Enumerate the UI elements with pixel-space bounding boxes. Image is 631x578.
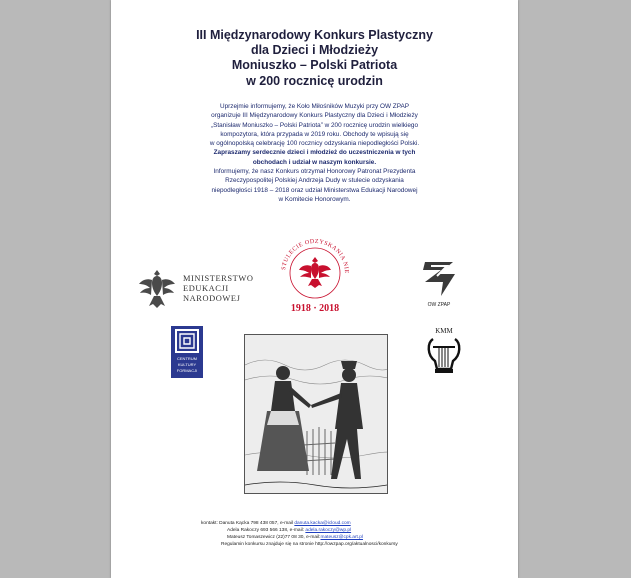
- title-line: III Międzynarodowy Konkurs Plastyczny: [196, 28, 433, 42]
- text-line: organizuje III Międzynarodowy Konkurs Plastyczny dla Dzieci i Młodzieży: [211, 112, 418, 120]
- ckf-line: CENTRUM: [177, 356, 197, 361]
- contact-line: [201, 534, 398, 541]
- ministry-name-line: EDUKACJI: [183, 284, 229, 293]
- document-page: [111, 0, 518, 578]
- eagle-icon: [137, 266, 177, 312]
- ministry-name-line: NARODOWEJ: [183, 294, 241, 303]
- centennial-years: 1918 · 2018: [290, 303, 340, 314]
- owzpap-logo: [411, 256, 467, 314]
- illustration-couple: [244, 334, 388, 494]
- text-line: niepodległości 1918 – 2018 oraz udział Ministerstwa Edukacji Narodowej: [211, 186, 418, 194]
- owzpap-label: OW ZPAP: [427, 302, 451, 308]
- contact-label: Mateusz Tomaszewicz (22)77 08 30, e-mail:: [227, 535, 321, 540]
- title-line: Moniuszko – Polski Patriota: [231, 58, 398, 73]
- culture-centre-logo: [167, 324, 207, 380]
- rules-line: Regulamin konkursu znajduje się na stronie http://owzpap.org/aktualnosci/konkursy: [221, 542, 398, 547]
- document-title: [111, 28, 518, 89]
- title-line: w 200 rocznicę urodzin: [246, 73, 383, 88]
- contact-label: kontakt: Danuta Kącka 798 438 057, e-mail: [201, 521, 295, 526]
- contact-line: [201, 527, 398, 534]
- centennial-emblem-icon: [275, 233, 355, 305]
- text-line: w ogólnopolską celebrację 100 rocznicy odzyskania niepodległości Polski.: [209, 140, 420, 148]
- text-line: Uprzejmie informujemy, że Koło Miłośników Muzyki przy OW ZPAP: [219, 103, 410, 110]
- ministry-name-line: MINISTERSTWO: [183, 274, 254, 283]
- text-line: Rzeczypospolitej Polskiej Andrzeja Dudy w stulecie odzyskania: [225, 177, 404, 185]
- centennial-ring-text: STULECIE ODZYSKANIA NIE: [281, 238, 350, 274]
- ministry-logo: [137, 266, 267, 314]
- culture-centre-emblem-icon: [167, 324, 207, 380]
- centennial-logo: [275, 233, 355, 325]
- contact-label: Adela Rakoczy 693 566 138, e-mail:: [227, 528, 306, 533]
- announcement-text: [145, 102, 484, 204]
- kmm-logo: [419, 325, 469, 380]
- contact-info: [201, 520, 398, 548]
- kmm-label: KMM: [435, 327, 453, 335]
- text-line: w Komitecie Honorowym.: [278, 195, 351, 203]
- title-line: dla Dzieci i Młodzieży: [250, 43, 379, 58]
- text-line: kompozytora, która przypada w 2019 roku. Obchody te wpisują się: [220, 130, 409, 138]
- text-line: Zapraszamy serdecznie dzieci i młodzież do uczestniczenia w tych: [213, 149, 416, 157]
- ckf-line: FORMACJI: [176, 368, 198, 373]
- email-link[interactable]: danuta.kacka@icloud.com: [294, 521, 351, 526]
- owzpap-emblem-icon: [411, 256, 467, 302]
- dancing-couple-illustration: [245, 335, 387, 493]
- text-line: „Stanisław Moniuszko – Polski Patriota” w 200 rocznicę urodzin wielkiego: [210, 121, 419, 129]
- text-line: Informujemy, że nasz Konkurs otrzymał Honorowy Patronat Prezydenta: [213, 168, 416, 176]
- email-link[interactable]: adela.rakoczy@wp.pl: [305, 528, 352, 533]
- contact-line: [201, 520, 398, 527]
- email-link[interactable]: mateusz@cpk.art.pl: [320, 535, 363, 540]
- text-line: obchodach i udział w naszym konkursie.: [252, 158, 377, 166]
- ckf-line: KULTURY: [177, 362, 197, 367]
